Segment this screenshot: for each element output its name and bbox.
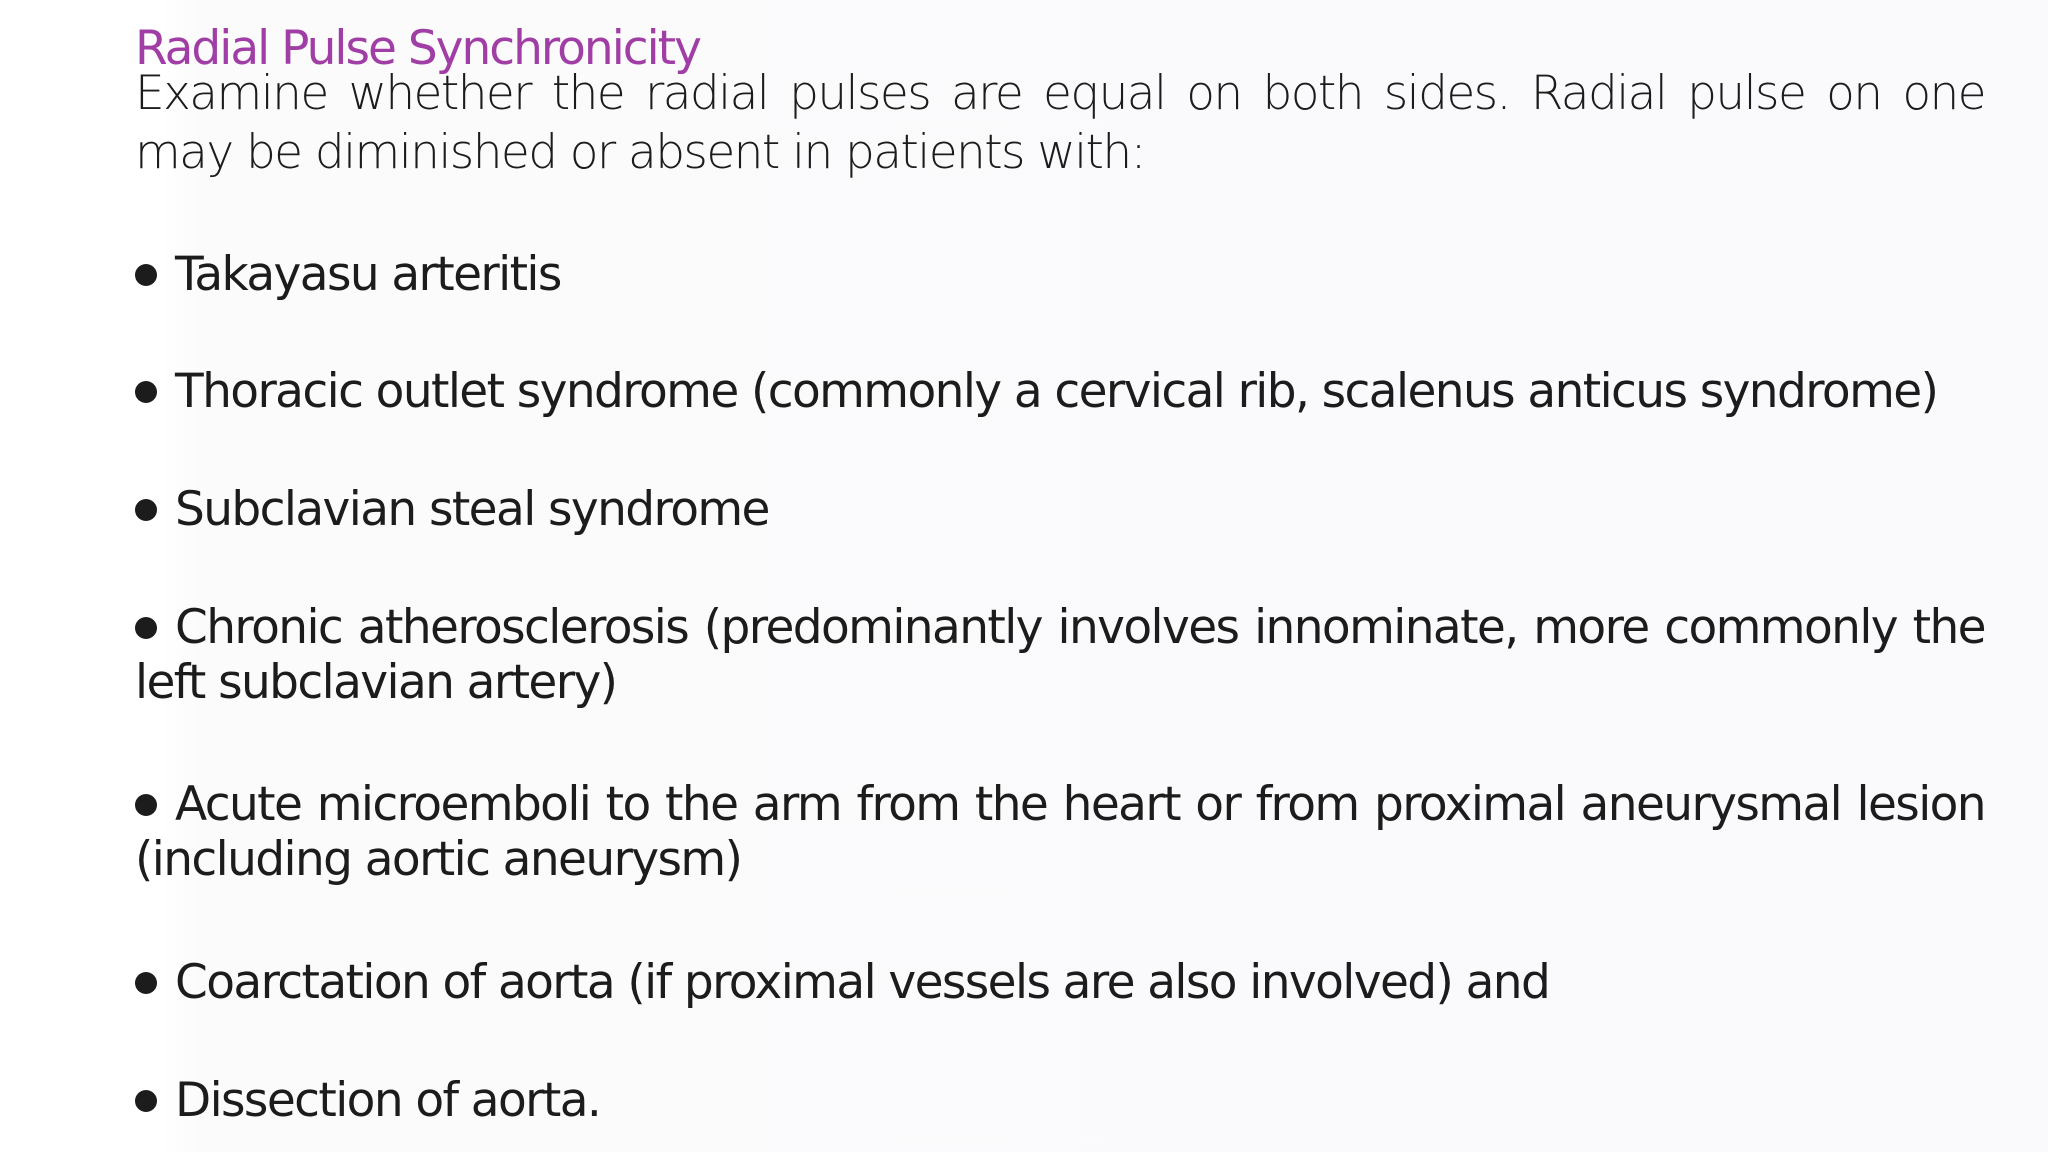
bullet-dot-icon xyxy=(135,1090,157,1112)
slide-title: Radial Pulse Synchronicity xyxy=(135,21,700,76)
bullet-text: Acute microemboli to the arm from the heart or from proximal aneurysmal lesion (including aortic aneurysm) xyxy=(135,777,1985,887)
intro-paragraph: Examine whether the radial pulses are equal on both sides. Radial pulse on one may be diminished or absent in patients with: xyxy=(135,66,1985,180)
bullet-text: Takayasu arteritis xyxy=(175,247,561,302)
bullet-text: Coarctation of aorta (if proximal vessels are also involved) and xyxy=(175,955,1550,1010)
bullet-text: Subclavian steal syndrome xyxy=(175,482,769,537)
bullet-text: Thoracic outlet syndrome (commonly a cervical rib, scalenus anticus syndrome) xyxy=(175,364,1938,419)
bullet-item xyxy=(135,364,1985,419)
bullet-text: Chronic atherosclerosis (predominantly involves innominate, more commonly the left subclavian artery) xyxy=(135,600,1985,710)
bullet-dot-icon xyxy=(135,617,157,639)
bullet-dot-icon xyxy=(135,264,157,286)
bullet-dot-icon xyxy=(135,381,157,403)
bullet-dot-icon xyxy=(135,972,157,994)
bullet-item xyxy=(135,955,1985,1010)
bullet-item xyxy=(135,600,1985,710)
bullet-dot-icon xyxy=(135,794,157,816)
bullet-item xyxy=(135,1073,1985,1128)
bullet-item xyxy=(135,777,1985,887)
bullet-dot-icon xyxy=(135,499,157,521)
bullet-text: Dissection of aorta. xyxy=(175,1073,601,1128)
bullet-item xyxy=(135,247,1985,302)
bullet-item xyxy=(135,482,1985,537)
